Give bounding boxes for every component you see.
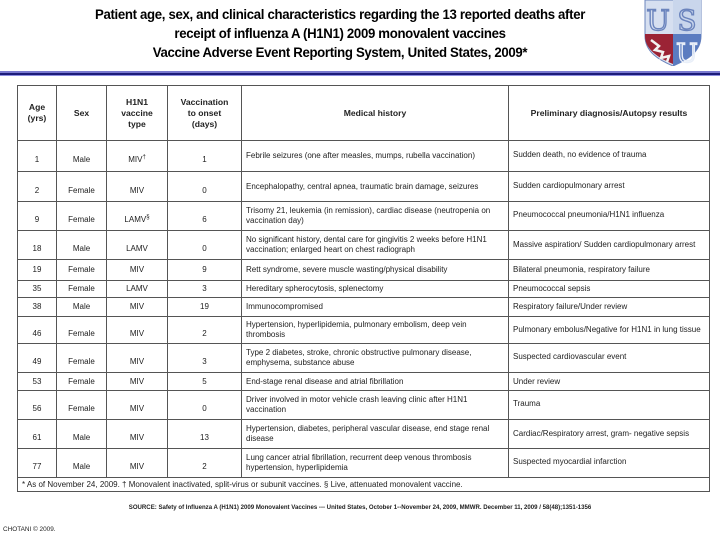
table-row [18, 141, 710, 172]
cell-vaccine-type [107, 141, 168, 172]
cell-onset-days: 3 [168, 344, 242, 373]
vaccine-type-label: MIV [129, 376, 145, 386]
cell-onset-days: 6 [168, 202, 242, 231]
cell-vaccine-type [107, 317, 168, 344]
cell-vaccine-type [107, 420, 168, 449]
title-line-3: Vaccine Adverse Event Reporting System, United States, 2009* [152, 45, 528, 61]
cell-sex: Male [57, 420, 107, 449]
cell-diagnosis: Respiratory failure/Under review [509, 298, 710, 317]
vaccine-type-label: LAMV [126, 284, 148, 293]
cell-medical-history: Febrile seizures (one after measles, mumps, rubella vaccination) [242, 141, 509, 172]
header-vaccine-type: H1N1 vaccine type [107, 86, 168, 141]
cell-onset-days: 2 [168, 317, 242, 344]
header-diagnosis: Preliminary diagnosis/Autopsy results [509, 86, 710, 141]
usu-shield-logo-icon [641, 0, 705, 66]
vaccine-type-label: MIV [129, 433, 145, 442]
cell-diagnosis: Pneumococcal pneumonia/H1N1 influenza [509, 202, 710, 231]
vaccine-type-label: LAMV [124, 215, 147, 224]
header-divider-light [0, 75, 720, 76]
vaccine-type-label: MIV [129, 265, 145, 274]
cell-medical-history: Type 2 diabetes, stroke, chronic obstructive pulmonary disease, emphysema, substance abuse [242, 344, 509, 373]
cell-diagnosis: Sudden death, no evidence of trauma [509, 141, 710, 172]
cell-diagnosis: Bilateral pneumonia, respiratory failure [509, 260, 710, 281]
cell-vaccine-type [107, 344, 168, 373]
cell-medical-history: Encephalopathy, central apnea, traumatic brain damage, seizures [242, 172, 509, 202]
cell-vaccine-type [107, 260, 168, 281]
cell-age: 9 [18, 202, 57, 231]
cell-diagnosis: Suspected myocardial infarction [509, 449, 710, 478]
cell-sex: Female [57, 391, 107, 420]
table-row [18, 317, 710, 344]
cell-diagnosis: Under review [509, 373, 710, 391]
copyright: CHOTANI © 2009. [3, 526, 56, 533]
svg-text:U: U [676, 39, 698, 66]
table-row [18, 231, 710, 260]
footnote-marker: † [142, 154, 146, 161]
cell-sex: Male [57, 298, 107, 317]
cell-diagnosis: Suspected cardiovascular event [509, 344, 710, 373]
table-row [18, 260, 710, 281]
cell-age: 2 [18, 172, 57, 202]
cell-sex: Female [57, 202, 107, 231]
cell-medical-history: Hypertension, hyperlipidemia, pulmonary embolism, deep vein thrombosis [242, 317, 509, 344]
svg-text:U: U [646, 4, 670, 37]
table-row [18, 298, 710, 317]
cell-sex: Female [57, 317, 107, 344]
cell-vaccine-type [107, 281, 168, 298]
table-row [18, 344, 710, 373]
deaths-table [17, 85, 710, 492]
vaccine-type-label: MIV [129, 404, 145, 413]
cell-age: 19 [18, 260, 57, 281]
cell-medical-history: Trisomy 21, leukemia (in remission), cardiac disease (neutropenia on vaccination day) [242, 202, 509, 231]
cell-medical-history: No significant history, dental care for gingivitis 2 weeks before H1N1 vaccination; enlarged heart on chest radiograph [242, 231, 509, 260]
header-sex: Sex [57, 86, 107, 141]
footnote-marker: § [146, 214, 150, 221]
cell-age: 18 [18, 231, 57, 260]
vaccine-type-label: MIV [129, 185, 145, 195]
table-row [18, 172, 710, 202]
vaccine-type-label: LAMV [126, 244, 148, 253]
cell-onset-days: 0 [168, 172, 242, 202]
cell-vaccine-type [107, 391, 168, 420]
cell-onset-days: 3 [168, 281, 242, 298]
table-row [18, 202, 710, 231]
cell-medical-history: Driver involved in motor vehicle crash leaving clinic after H1N1 vaccination [242, 391, 509, 420]
cell-diagnosis: Trauma [509, 391, 710, 420]
vaccine-type-label: MIV [129, 302, 145, 311]
cell-sex: Male [57, 141, 107, 172]
cell-onset-days: 0 [168, 391, 242, 420]
cell-medical-history: Hereditary spherocytosis, splenectomy [242, 281, 509, 298]
table-row [18, 281, 710, 298]
cell-sex: Female [57, 260, 107, 281]
cell-vaccine-type [107, 202, 168, 231]
cell-diagnosis: Cardiac/Respiratory arrest, gram- negative sepsis [509, 420, 710, 449]
vaccine-type-label: MIV [129, 357, 145, 366]
cell-age: 49 [18, 344, 57, 373]
cell-age: 1 [18, 141, 57, 172]
cell-diagnosis: Pulmonary embolus/Negative for H1N1 in lung tissue [509, 317, 710, 344]
cell-sex: Male [57, 231, 107, 260]
cell-vaccine-type [107, 172, 168, 202]
cell-onset-days: 0 [168, 231, 242, 260]
table-header-row [18, 86, 710, 141]
cell-sex: Female [57, 281, 107, 298]
table-row [18, 391, 710, 420]
table-row [18, 373, 710, 391]
cell-medical-history: End-stage renal disease and atrial fibrillation [242, 373, 509, 391]
cell-sex: Female [57, 344, 107, 373]
cell-sex: Female [57, 172, 107, 202]
cell-age: 77 [18, 449, 57, 478]
cell-diagnosis: Sudden cardiopulmonary arrest [509, 172, 710, 202]
table-footnote-row [18, 478, 710, 492]
cell-sex: Female [57, 373, 107, 391]
header-medical-history: Medical history [242, 86, 509, 141]
cell-age: 56 [18, 391, 57, 420]
cell-vaccine-type [107, 298, 168, 317]
cell-onset-days: 5 [168, 373, 242, 391]
cell-diagnosis: Pneumococcal sepsis [509, 281, 710, 298]
table-row [18, 420, 710, 449]
cell-onset-days: 2 [168, 449, 242, 478]
cell-vaccine-type [107, 231, 168, 260]
title-line-2: receipt of influenza A (H1N1) 2009 monovalent vaccines [174, 26, 506, 42]
cell-sex: Male [57, 449, 107, 478]
cell-medical-history: Immunocompromised [242, 298, 509, 317]
cell-age: 35 [18, 281, 57, 298]
cell-diagnosis: Massive aspiration/ Sudden cardiopulmonary arrest [509, 231, 710, 260]
cell-vaccine-type [107, 449, 168, 478]
table-row [18, 449, 710, 478]
cell-medical-history: Rett syndrome, severe muscle wasting/physical disability [242, 260, 509, 281]
cell-age: 46 [18, 317, 57, 344]
source-citation: SOURCE: Safety of Influenza A (H1N1) 2009 Monovalent Vaccines --- United States, October 1--November 24, 2009, MMWR. December 11, 2009 / 58(48);1351-1356 [128, 504, 592, 511]
cell-age: 61 [18, 420, 57, 449]
table-footnote: * As of November 24, 2009. † Monovalent inactivated, split-virus or subunit vaccines. § Live, attenuated monovalent vaccine. [18, 478, 710, 492]
cell-onset-days: 1 [168, 141, 242, 172]
cell-medical-history: Lung cancer atrial fibrillation, recurrent deep venous thrombosis hypertension, hyperlipidemia [242, 449, 509, 478]
cell-medical-history: Hypertension, diabetes, peripheral vascular disease, end stage renal disease [242, 420, 509, 449]
cell-vaccine-type [107, 373, 168, 391]
title-line-1: Patient age, sex, and clinical characteristics regarding the 13 reported deaths after [94, 7, 586, 23]
svg-text:S: S [677, 4, 697, 37]
header-onset-days: Vaccination to onset (days) [168, 86, 242, 141]
vaccine-type-label: MIV [129, 462, 145, 471]
slide-title [61, 6, 619, 63]
cell-onset-days: 13 [168, 420, 242, 449]
cell-age: 53 [18, 373, 57, 391]
cell-onset-days: 19 [168, 298, 242, 317]
vaccine-type-label: MIV [128, 155, 143, 164]
cell-onset-days: 9 [168, 260, 242, 281]
vaccine-type-label: MIV [129, 329, 145, 338]
cell-age: 38 [18, 298, 57, 317]
header-age: Age (yrs) [18, 86, 57, 141]
